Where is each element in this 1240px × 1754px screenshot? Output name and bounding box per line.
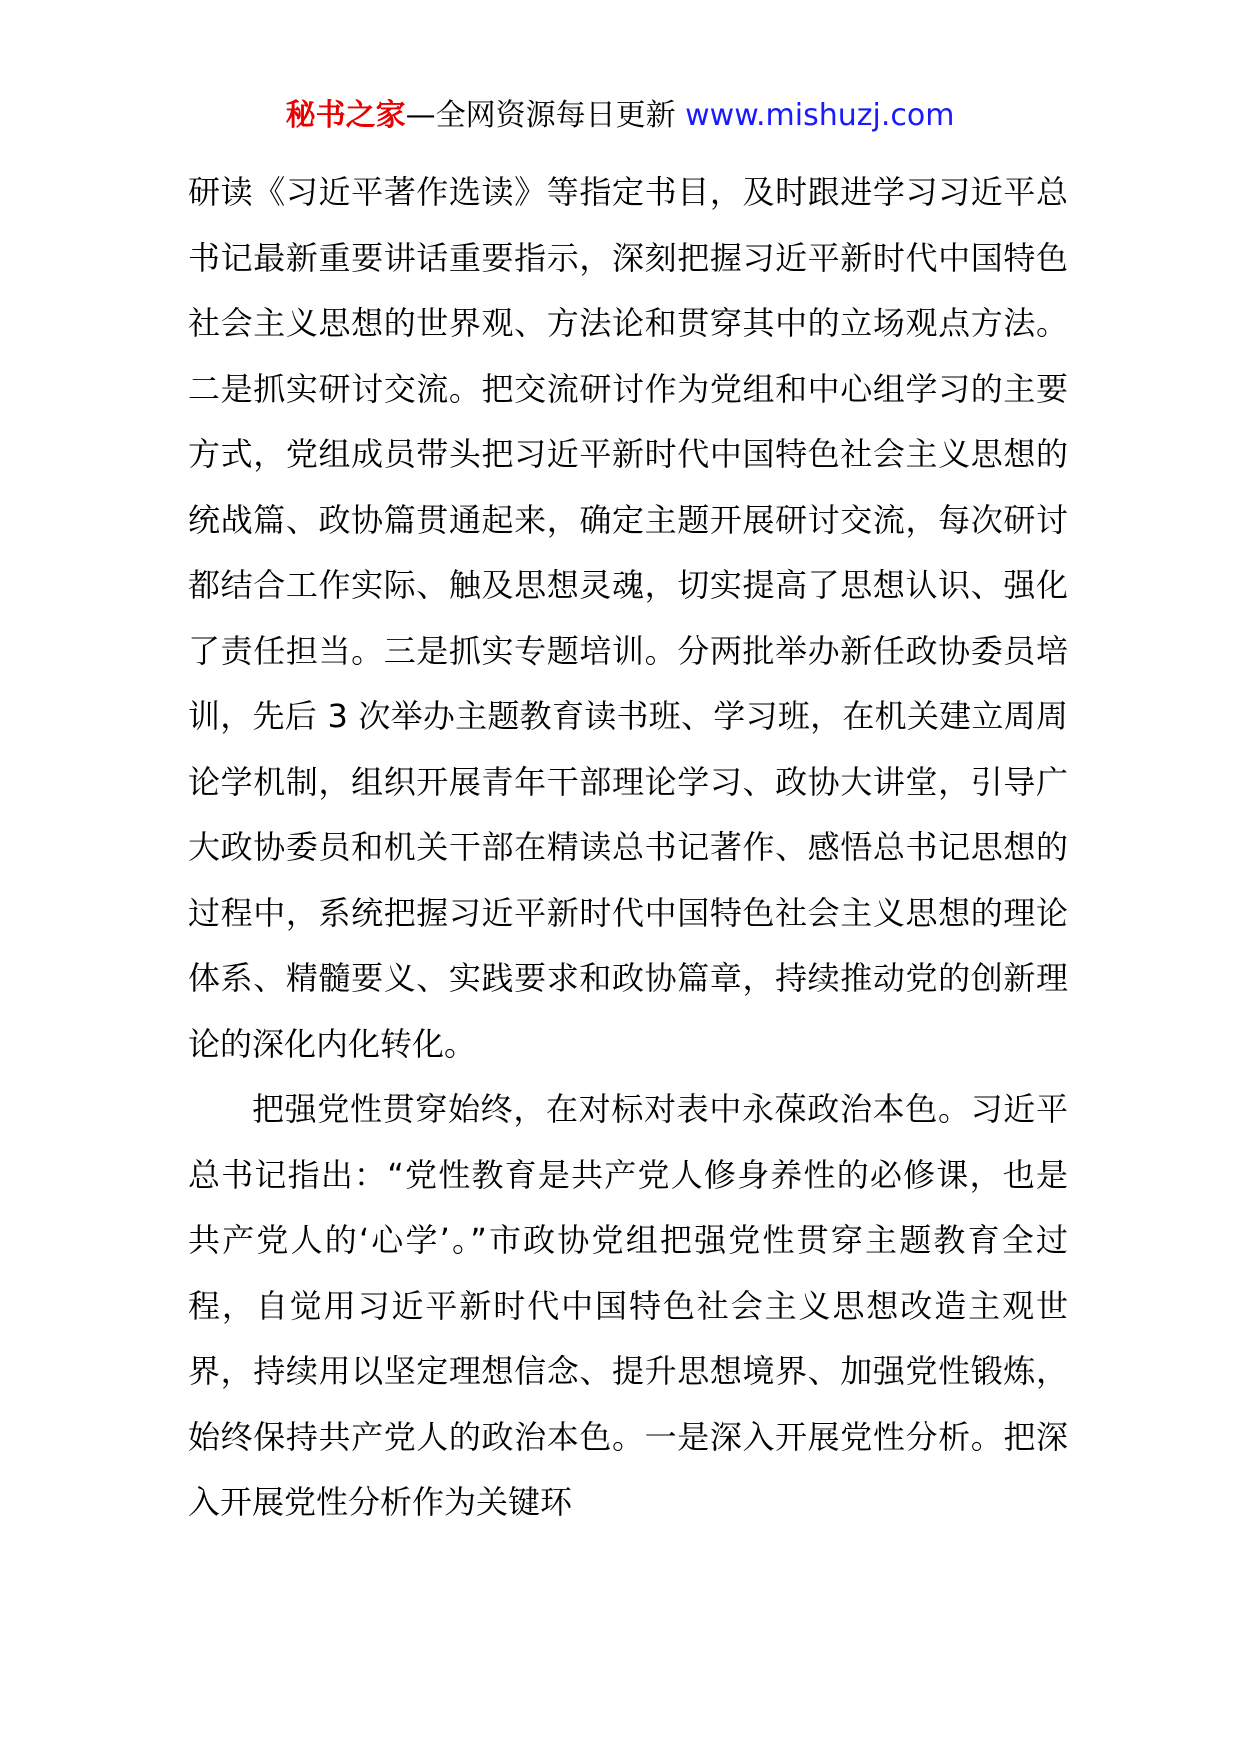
document-body (188, 160, 1068, 1536)
paragraph-1: 研读《习近平著作选读》等指定书目，及时跟进学习习近平总书记最新重要讲话重要指示，深刻把握习近平新时代中国特色社会主义思想的世界观、方法论和贯穿其中的立场观点方法。二是抓实研讨交流。把交流研讨作为党组和中心组学习的主要方式，党组成员带头把习近平新时代中国特色社会主义思想的统战篇、政协篇贯通起来，确定主题开展研讨交流，每次研讨都结合工作实际、触及思想灵魂，切实提高了思想认识、强化了责任担当。三是抓实专题培训。分两批举办新任政协委员培训，先后 3 次举办主题教育读书班、学习班，在机关建立周周论学机制，组织开展青年干部理论学习、政协大讲堂，引导广大政协委员和机关干部在精读总书记著作、感悟总书记思想的过程中，系统把握习近平新时代中国特色社会主义思想的理论体系、精髓要义、实践要求和政协篇章，持续推动党的创新理论的深化内化转化。 (188, 173, 1068, 1063)
header-tagline: —全网资源每日更新 (405, 98, 676, 133)
page-header (0, 96, 1240, 136)
paragraph-2-heading: 把强党性贯穿始终，在对标对表中永葆政治本色。 (252, 1090, 971, 1128)
brand-name: 秘书之家 (285, 98, 406, 133)
site-url[interactable]: www.mishuzj.com (685, 98, 955, 133)
paragraph-2 (188, 1077, 1068, 1536)
paragraph-2-text: 习近平总书记指出：“党性教育是共产党人修身养性的必修课，也是共产党人的‘心学’。”市政协党组把强党性贯穿主题教育全过程，自觉用习近平新时代中国特色社会主义思想改造主观世界，持续用以坚定理想信念、提升思想境界、加强党性锻炼，始终保持共产党人的政治本色。一是深入开展党性分析。把深入开展党性分析作为关键环 (188, 1090, 1068, 1521)
